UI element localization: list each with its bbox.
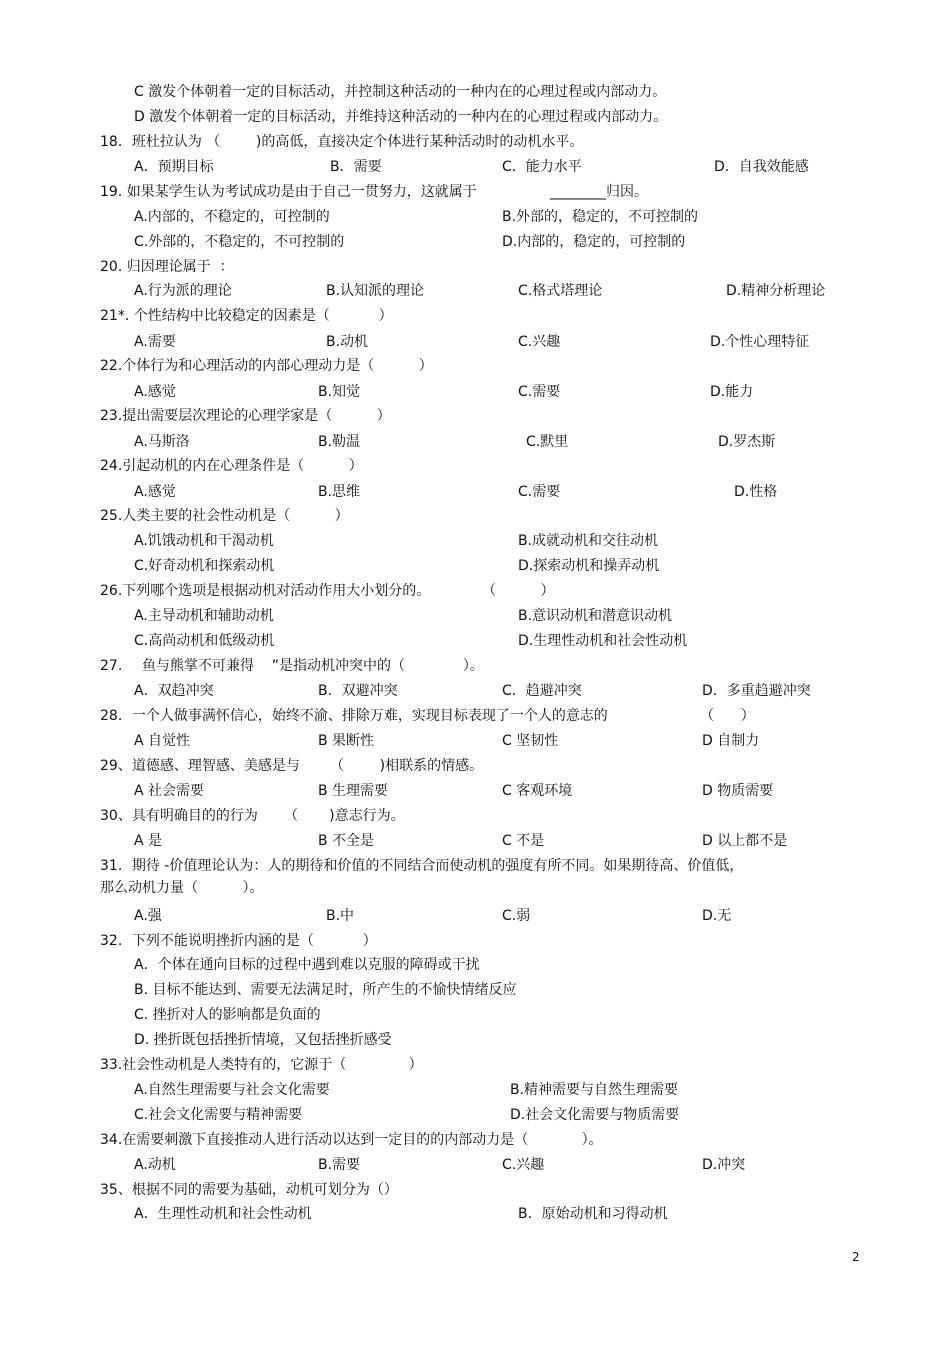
text-line: C.社会文化需要与精神需要 (134, 1107, 303, 1123)
text-line: C.默里 (526, 434, 569, 450)
text-line: B.需要 (318, 1157, 361, 1173)
text-line: 32．下列不能说明挫折内涵的是（ ） (100, 933, 377, 949)
text-line: A．生理性动机和社会性动机 (134, 1206, 312, 1222)
text-line: A．预期目标 (134, 159, 214, 175)
text-line: C.需要 (518, 484, 561, 500)
text-line: 24.引起动机的内在心理条件是（ ） (100, 458, 363, 474)
text-line: B.外部的，稳定的，不可控制的 (502, 209, 699, 225)
text-line: A 是 (134, 833, 163, 849)
text-line: D.内部的，稳定的，可控制的 (502, 234, 686, 250)
text-line: A．双趋冲突 (134, 683, 214, 699)
text-line: 34.在需要刺激下直接推动人进行活动以达到一定目的的内部动力是（ ）。 (100, 1132, 603, 1148)
text-line: C．能力水平 (502, 159, 582, 175)
text-line: D 物质需要 (702, 783, 774, 799)
text-line: （ )意志行为。 (284, 808, 405, 824)
text-line: （ ） (700, 708, 755, 724)
text-line: B．双避冲突 (318, 683, 398, 699)
text-line: 23.提出需要层次理论的心理学家是（ ） (100, 408, 391, 424)
text-line: 26.下列哪个选项是根据动机对活动作用大小划分的。 (100, 583, 431, 599)
text-line: C.格式塔理论 (518, 283, 603, 299)
text-line: 20. 归因理论属于 ： (100, 259, 234, 275)
text-line: D．自我效能感 (714, 159, 809, 175)
text-line: C．趋避冲突 (502, 683, 582, 699)
text-line: D.无 (702, 908, 732, 924)
text-line: B．原始动机和习得动机 (518, 1206, 668, 1222)
text-line: 19. 如果某学生认为考试成功是由于自己一贯努力，这就属于 (100, 184, 477, 200)
text-line: A.内部的，不稳定的，可控制的 (134, 209, 330, 225)
text-line: C.外部的，不稳定的，不可控制的 (134, 234, 345, 250)
text-line: B.成就动机和交往动机 (518, 533, 659, 549)
text-line: （ ） (482, 583, 555, 599)
text-line: D 以上都不是 (702, 833, 788, 849)
text-line: 30、具有明确目的的行为 (100, 808, 258, 824)
text-line: D.精神分析理论 (726, 283, 826, 299)
page-number: 2 (852, 1250, 860, 1264)
text-line: B.知觉 (318, 384, 361, 400)
text-line: B.意识动机和潜意识动机 (518, 608, 673, 624)
text-line: B.精神需要与自然生理需要 (510, 1082, 679, 1098)
text-line: ________归因。 (550, 184, 648, 200)
text-line: C.高尚动机和低级动机 (134, 633, 275, 649)
text-line: C.兴趣 (502, 1157, 545, 1173)
text-line: D.性格 (734, 484, 778, 500)
text-line: 29、道德感、理智感、美感是与 (100, 758, 300, 774)
text-line: A.主导动机和辅助动机 (134, 608, 274, 624)
text-line: （ )相联系的情感。 (330, 758, 484, 774)
text-line: 25.人类主要的社会性动机是（ ） (100, 508, 349, 524)
text-line: 31．期待 -价值理论认为：人的期待和价值的不同结合而使动机的强度有所不同。如果期待高、价值低， (100, 858, 744, 874)
text-line: A.自然生理需要与社会文化需要 (134, 1082, 330, 1098)
text-line: A.动机 (134, 1157, 176, 1173)
text-line: A 社会需要 (134, 783, 205, 799)
text-line: C 激发个体朝着一定的目标活动，并控制这种活动的一种内在的心理过程或内部动力。 (134, 84, 667, 100)
text-line: D.探索动机和操弄动机 (518, 558, 660, 574)
text-line: A.行为派的理论 (134, 283, 232, 299)
text-line: B.中 (326, 908, 355, 924)
text-line: A.需要 (134, 334, 176, 350)
text-line: D.能力 (710, 384, 754, 400)
text-line: A.感觉 (134, 484, 176, 500)
text-line: 18．班杜拉认为 （ )的高低，直接决定个体进行某种活动时的动机水平。 (100, 134, 584, 150)
text-line: 那么动机力量（ ）。 (100, 880, 264, 896)
text-line: C 不是 (502, 833, 545, 849)
text-line: C.好奇动机和探索动机 (134, 558, 275, 574)
text-line: C 坚韧性 (502, 733, 559, 749)
text-line: A.马斯洛 (134, 434, 190, 450)
text-line: 33.社会性动机是人类特有的，它源于（ ） (100, 1057, 423, 1073)
text-line: D 自制力 (702, 733, 760, 749)
text-line: C 客观环境 (502, 783, 573, 799)
text-line: 27. (100, 658, 123, 674)
text-line: 28．一个人做事满怀信心，始终不渝、排除万难，实现目标表现了一个人的意志的 (100, 708, 608, 724)
text-line: A.感觉 (134, 384, 176, 400)
text-line: B.思维 (318, 484, 361, 500)
text-line: B．需要 (330, 159, 382, 175)
text-line: 鱼与熊掌不可兼得 ”是指动机冲突中的（ ）。 (142, 658, 484, 674)
text-line: D. 挫折既包括挫折情境，又包括挫折感受 (134, 1032, 392, 1048)
text-line: B 生理需要 (318, 783, 389, 799)
text-line: D.个性心理特征 (710, 334, 810, 350)
text-line: C.弱 (502, 908, 531, 924)
text-line: 22.个体行为和心理活动的内部心理动力是（ ） (100, 358, 433, 374)
text-line: C. 挫折对人的影响都是负面的 (134, 1007, 321, 1023)
text-line: D.生理性动机和社会性动机 (518, 633, 688, 649)
text-line: C.兴趣 (518, 334, 561, 350)
text-line: B.动机 (326, 334, 369, 350)
text-line: A.饥饿动机和干渴动机 (134, 533, 274, 549)
text-line: C.需要 (518, 384, 561, 400)
text-line: B.勒温 (318, 434, 361, 450)
text-line: D 激发个体朝着一定的目标活动，并维持这种活动的一种内在的心理过程或内部动力。 (134, 109, 668, 125)
text-line: B.认知派的理论 (326, 283, 425, 299)
text-line: D.冲突 (702, 1157, 746, 1173)
text-line: D.社会文化需要与物质需要 (510, 1107, 680, 1123)
text-line: D.罗杰斯 (718, 434, 776, 450)
text-line: 21*. 个性结构中比较稳定的因素是（ ） (100, 308, 393, 324)
text-line: A.强 (134, 908, 162, 924)
text-line: B 不全是 (318, 833, 375, 849)
text-line: A 自觉性 (134, 733, 191, 749)
text-line: A．个体在通向目标的过程中遇到难以克服的障碍或干扰 (134, 957, 480, 973)
text-line: B 果断性 (318, 733, 375, 749)
text-line: D．多重趋避冲突 (702, 683, 811, 699)
text-line: 35、根据不同的需要为基础，动机可划分为（） (100, 1182, 398, 1198)
text-line: B. 目标不能达到、需要无法满足时，所产生的不愉快情绪反应 (134, 982, 517, 998)
